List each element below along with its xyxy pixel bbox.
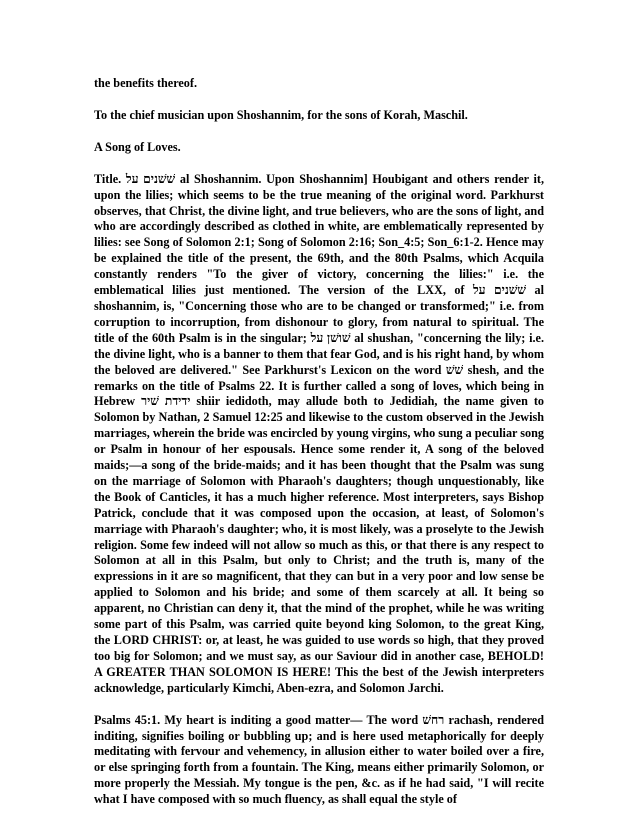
paragraph-verse-commentary: Psalms 45:1. My heart is inditing a good matter— The word רחשׁ rachash, rendered inditing, signifies boiling or bubbling up; and is here used metaphorically for deeply meditating with fervour and vehemency, in allusion either to water boiled over a fire, or else springing forth from a fountain. The King, means either primarily Solomon, or more properly the Messiah. My tongue is the pen, &c. as if he had said, "I will recite what I have composed with so much fluency, as shall equal the style of — [94, 712, 544, 807]
paragraph-superscription: To the chief musician upon Shoshannim, for the sons of Korah, Maschil. — [94, 107, 468, 122]
paragraph-song-title: A Song of Loves. — [94, 139, 181, 154]
paragraph-continuation: the benefits thereof. — [94, 76, 198, 90]
document-body — [94, 76, 544, 808]
paragraph-title-commentary: Title. שׁשׁנים על al Shoshannim. Upon Shoshannim] Houbigant and others render it, upon the lilies; which seems to be the true meaning of the original word. Parkhurst observes, that Christ, the divine light, and true believers, who are the sons of light, and who are accordingly described as clothed in white, are emblematically represented by lilies: see Song of Solomon 2:1; Song of Solomon 2:16; Son_4:5; Son_6:1-2. Hence may be explained the title of the present, the 69th, and the 80th Psalms, which Acquila constantly renders "To the giver of victory, concerning the lilies:" i.e. the emblematical lilies just mentioned. The version of the LXX, of שׁשׁנים על al shoshannim, is, "Concerning those who are to be changed or transformed;" i.e. from corruption to incorruption, from dishonour to glory, from natural to spiritual. The title of the 60th Psalm is in the singular; שׁושׁן על al shushan, "concerning the lily; i.e. the divine light, who is a banner to them that fear God, and is his right hand, by whom the beloved are delivered." See Parkhurst's Lexicon on the word שׁשׁ shesh, and the remarks on the title of Psalms 22. It is further called a song of loves, which being in Hebrew ידידת שׁיר shiir iedidoth, may allude both to Jedidiah, the name given to Solomon by Nathan, 2 Samuel 12:25 and likewise to the custom observed in the Jewish marriages, wherein the bride was encircled by young virgins, who sung a peculiar song or Psalm in honour of her espousals. Hence some render it, A song of the beloved maids;—a song of the bride-maids; and it has been thought that the Psalm was sung on the marriage of Solomon with Pharaoh's daughters; though unquestionably, like the Book of Canticles, it has a much higher reference. Most interpreters, says Bishop Patrick, conclude that it was composed upon the occasion, at least, of Solomon's marriage with Pharaoh's daughter; who, it is most likely, was a proselyte to the Jewish religion. Some few indeed will not allow so much as this, or that there is any respect to Solomon at all in this Psalm, but only to Christ; and the truth is, many of the expressions in it are so magnificent, that they can but in a very poor and low sense be applied to Solomon and his bride; and some of them scarcely at all. It being so apparent, no Christian can deny it, that the mind of the prophet, while he was writing some part of this Psalm, was carried quite beyond king Solomon, to the great King, the LORD CHRIST: or, at least, he was guided to use words so high, that they proved too big for Solomon; and we must say, as our Saviour did in another case, BEHOLD! A GREATER THAN SOLOMON IS HERE! This the best of the Jewish interpreters acknowledge, particularly Kimchi, Aben-ezra, and Solomon Jarchi. — [94, 171, 545, 695]
